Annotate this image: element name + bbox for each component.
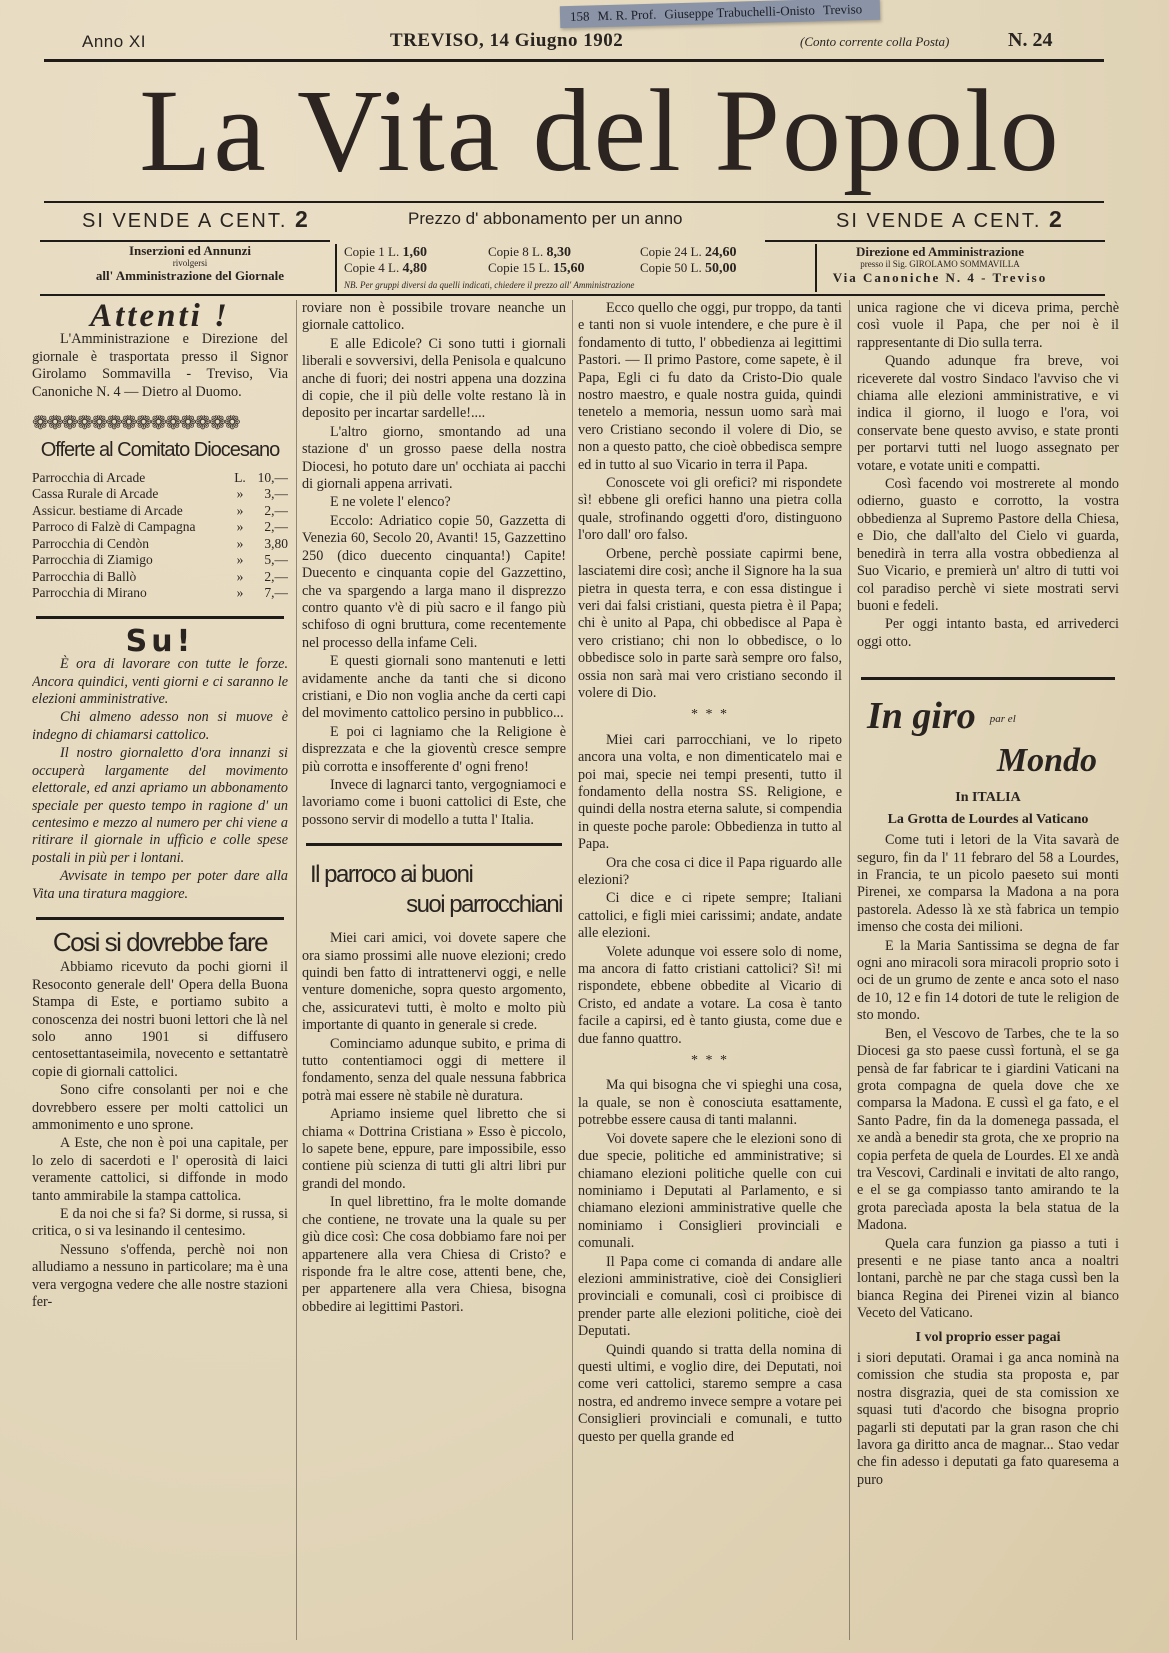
- donation-amount: 2,—: [264, 502, 288, 518]
- article-paragraph: Così facendo voi mostrerete al mondo odierno, guasto e corrotto, la vostra obbedienza al Supremo Pastore della Chiesa, e Dio, che dall'alto del Cielo vi guarda, benedirà in terra alla vostra obbedienza al Suo Vicario, e premierà un' altro di tutti voi col paradiso perchè vi siete mostrati servi buoni e fedeli.: [857, 476, 1119, 614]
- price-item: Copie 8 L. 8,30: [488, 244, 571, 260]
- donation-row: [32, 585, 288, 602]
- donor-name: Parroco di Falzè di Campagna: [32, 519, 196, 535]
- article-paragraph: Invece di lagnarci tanto, vergogniamoci e lavoriamo come i buoni cattolici di Este, che possono servir di modello a tutta l' Italia.: [302, 776, 566, 828]
- info-row: [40, 244, 1099, 292]
- issue-year: Anno XI: [82, 32, 146, 51]
- section-rule: [36, 917, 284, 920]
- article-paragraph: Il nostro giornaletto d'ora innanzi si occuperà largamente del movimento elettorale, ed anzi apriamo un abbonamento speciale per questo tempo in ragione d' un centesimo e mezzo al numero per chi viene a ritirare il giornale in ufficio e colle spese postali in più per i lontani.: [32, 745, 288, 866]
- donation-row: [32, 486, 288, 503]
- donor-name: Assicur. bestiame di Arcade: [32, 502, 183, 518]
- currency-mark: »: [236, 486, 244, 502]
- article-paragraph: Il Papa come ci comanda di andare alle elezioni amministrative, cioè dei Consiglieri provinciali e comunali, così ci proibisce di prender parte alle elezioni politiche, cioè dei Deputati.: [578, 1253, 842, 1340]
- donation-row: [32, 503, 288, 520]
- article-paragraph: Miei cari amici, voi dovete sapere che ora siamo prossimi alle nuove elezioni; credo quindi ben fatto di intrattenervi oggi, e nelle venture domeniche, sopra questo argomento, che, assicuratevi tutti, è molto e molto più importante di quanto in generale si crede.: [302, 930, 566, 1034]
- article-paragraph: Sono cifre consolanti per noi e che dovrebbero essere per molti cattolici un ammonimento e uno sprone.: [32, 1082, 288, 1133]
- article-paragraph: Eccolo: Adriatico copie 50, Gazzetta di Venezia 60, Secolo 20, Avanti! 15, Gazzettino 250 (dico duecento cinquanta!) Capite! Duecento e cinquanta copie del Gazzettino, che va spargendo a larga mano il disprezzo contro quanto v'è di più sacro e il fango più schifoso di ogni bruttura, come recentemente nel processo della infame Celi.: [302, 512, 566, 651]
- price-item: Copie 15 L. 15,60: [488, 260, 585, 276]
- donation-amount: 2,—: [264, 568, 288, 584]
- article-paragraph: L'altro giorno, smontando ad una stazione d' un grosso paese della nostra Diocesi, ho potuto dare un' occhiata ai pacchi di giornali appena arrivati.: [302, 423, 566, 493]
- newspaper-title: La Vita del Popolo: [139, 65, 1061, 196]
- headline-parroco-line1: Il parroco ai buoni: [310, 861, 473, 889]
- article-paragraph: Conoscete voi gli orefici? mi rispondete sì! ebbene gli orefici hanno una pietra colla quale, strofinando oggetti d'oro, distinguono l'oro dall' oro falso.: [578, 475, 842, 544]
- article-paragraph: A Este, che non è poi una capitale, per lo zelo di sacerdoti e l' operosità di laici veramente cattolici, si diffonde in modo tanto ammirabile la stampa cattolica.: [32, 1135, 288, 1204]
- donor-name: Parrocchia di Cendòn: [32, 535, 149, 551]
- article-paragraph: Quindi quando si tratta della nomina di questi ultimi, e voglio dire, dei Deputati, noi come veri cattolici, staremo sempre a casa nostra, ed andremo invece sempre a votare pei Consiglieri provinciali e comunali, e tutto questo per quella grande ed: [578, 1341, 842, 1445]
- article-paragraph: roviare non è possibile trovare neanche un giornale cattolico.: [302, 300, 566, 334]
- currency-mark: »: [236, 552, 244, 568]
- headline-pagai: I vol proprio esser pagai: [915, 1329, 1061, 1345]
- article-paragraph: Avvisate in tempo per poter dare alla Vita una tiratura maggiore.: [32, 868, 288, 902]
- headline-cosi: Cosi si dovrebbe fare: [52, 926, 268, 957]
- donations-list: [32, 470, 288, 602]
- article-paragraph: Chi almeno adesso non si muove è indegno di chiamarsi cattolico.: [32, 709, 288, 743]
- dateline-bar: [40, 28, 1099, 56]
- headline-grotta: La Grotta de Lourdes al Vaticano: [887, 811, 1089, 827]
- currency-mark: »: [236, 585, 244, 601]
- address-label-number: 158: [569, 8, 590, 24]
- column-4: [857, 300, 1119, 1650]
- group-pricing-note: NB. Per gruppi diversi da quelli indicati, chiedere il prezzo all' Amministrazione: [344, 280, 635, 290]
- article-paragraph: Quela cara funzion ga piasso a tuti i presenti e ne piase tanto anca a noaltri lontani, parchè ne par che staga cussì ben la bianca Regina dei Pirenei vizin al bianco Veceto del Vaticano.: [857, 1235, 1119, 1322]
- donor-name: Cassa Rurale di Arcade: [32, 486, 159, 502]
- donor-name: Parrocchia di Ziamigo: [32, 552, 153, 568]
- headline-mondo: Mondo: [996, 742, 1097, 780]
- headline-parroco-line2: suoi parrocchiani: [406, 891, 562, 919]
- rule-masthead-bottom: [44, 201, 1104, 203]
- address-label-line1: M. R. Prof.: [597, 6, 657, 24]
- price-item: Copie 1 L. 1,60: [344, 244, 427, 260]
- article-paragraph: E questi giornali sono mantenuti e letti avidamente anche da tanti che si dicono cristiani, e Dio non voglia anche da certi capi del movimento cattolico persino in pubblico...: [302, 653, 566, 722]
- price-left: SI VENDE A CENT. 2: [82, 206, 310, 232]
- address-label: [560, 0, 881, 28]
- donation-amount: 10,—: [257, 469, 288, 485]
- article-paragraph: Orbene, perchè possiate capirmi bene, lasciatemi dire così; anche il Signore ha la sua pietra in questa terra, e con essa distingue i veri dai falsi cristiani, questa pietra è il Papa; chi è unito al Papa, chi obbedisce al Papa è vero cristiano; chi non lo obbedisce, o lo obbedisce solo in parte sarà sempre oro falso, ossia non sarà mai vero cristiano secondo il volere di Dio.: [578, 545, 842, 701]
- asterism-separator: * * *: [691, 707, 729, 723]
- donation-amount: 3,80: [264, 535, 288, 551]
- article-paragraph: Ci dice e ci ripete sempre; Italiani cattolici, e figli miei carissimi; andate, andate alle elezioni.: [578, 890, 842, 942]
- article-paragraph: E poi ci lagniamo che la Religione è disprezzata e che la gioventù cresce sempre più corrotta e insofferente d' ogni freno!: [302, 723, 566, 775]
- issue-number: N. 24: [1008, 29, 1053, 51]
- article-paragraph: E da noi che si fa? Si dorme, si russa, si critica, o si va lesinando il centesimo.: [32, 1206, 288, 1240]
- article-paragraph: Ma qui bisogna che vi spieghi una cosa, la quale, se non è conosciuta esattamente, potrebbe essere causa di tanti malanni.: [578, 1077, 842, 1129]
- article-paragraph: In quel librettino, fra le molte domande che contiene, ne trovate una la quale su per giù dice così: Che cosa dobbiamo fare noi per appartenere alla vera Chiesa di Cristo? e risponde fra le altre cose, attenti bene, che, per appartenere alla vera Chiesa, bisogna obbedire ai legittimi Pastori.: [302, 1194, 566, 1315]
- article-paragraph: unica ragione che vi diceva prima, perchè così vuole il Papa, che per noi è il rappresentante di Dio sulla terra.: [857, 300, 1119, 351]
- donation-row: [32, 569, 288, 586]
- article-paragraph: E alle Edicole? Ci sono tutti i giornali liberali e sovversivi, della Penisola e qualcuno anche di fuori; dei nostri appena una dozzina di copie, che il più delle volte restano là in deposito per incartar sardelle!....: [302, 335, 566, 422]
- price-item: Copie 24 L. 24,60: [640, 244, 737, 260]
- dateline: TREVISO, 14 Giugno 1902: [390, 30, 624, 51]
- section-rule: [861, 677, 1115, 680]
- management-info: Direzione ed Amministrazione presso il Sig. GIROLAMO SOMMAVILLA Via Canoniche N. 4 - Treviso: [832, 244, 1048, 285]
- column-3: [578, 300, 842, 1650]
- donation-amount: 5,—: [264, 552, 288, 568]
- section-italia: In ITALIA: [955, 790, 1021, 806]
- section-rule: [36, 616, 284, 619]
- rule-header-bottom: [40, 294, 1105, 296]
- donor-name: Parrocchia di Ballò: [32, 568, 137, 584]
- column-divider: [849, 300, 850, 1640]
- article-paragraph: Ecco quello che oggi, pur troppo, da tanti e tanti non si vuole intendere, e che pure è il fondamento di tutto, l' obbedienza ai legittimi Pastori. — Il primo Pastore, come sapete, è il Papa, Egli ci fu dato da Cristo-Dio quale nostro maestro, e quale nostra guida, quindi tenetelo a memoria, nessun uomo sarà mai vero Cristiano secondo il volere di Dio, se non a questo patto, che cioè obbedisca sempre ed in tutto al suo Vicario in terra il Papa.: [578, 300, 842, 473]
- rule-price-left: [40, 240, 330, 242]
- article-paragraph: Cominciamo adunque subito, e prima di tutto contentiamoci oggi di mettere il fondamento, senza del quale nessuna fabbrica potrà mai essere nè stabile nè duratura.: [302, 1035, 566, 1104]
- currency-mark: L.: [234, 469, 246, 485]
- article-paragraph: Voi dovete sapere che le elezioni sono di due specie, politiche ed amministrative; si chiamano elezioni politiche quelle con cui nominiamo i Deputati al Parlamento, e si chiamano elezioni amministrative quelle che nominiamo i Consiglieri provinciali e comunali.: [578, 1130, 842, 1252]
- postal-account-note: (Conto corrente colla Posta): [800, 34, 950, 49]
- article-paragraph: E ne volete l' elenco?: [330, 494, 451, 511]
- donation-row: [32, 519, 288, 536]
- address-label-name: Giuseppe Trabuchelli-Onisto: [664, 2, 816, 22]
- column-2: [302, 300, 566, 1650]
- article-paragraph: Per oggi intanto basta, ed arrivederci oggi otto.: [857, 616, 1119, 650]
- currency-mark: »: [236, 502, 244, 518]
- rule-top: [44, 59, 1104, 62]
- donation-amount: 7,—: [264, 585, 288, 601]
- column-divider: [572, 300, 573, 1640]
- article-paragraph: Nessuno s'offenda, perchè noi non alludiamo a nessuno in particolare; ma è una vera vergogna vedere che alle nostre stazioni fer-: [32, 1241, 288, 1311]
- headline-in-giro: In giro par el: [867, 695, 1016, 738]
- article-paragraph: i siori deputati. Oramai i ga anca nominà na comission che studia sta proposta e, par nostra disgrazia, quei de sta comission xe squasi tuti d'acordo che bisogna proprio pagarli sti deputati par la gran rason che chi lavora ga diritto anca de magnar... Stao vedar che fin adesso i deputati ga fato quaresema a puro: [857, 1350, 1119, 1488]
- column-1: [32, 300, 288, 1650]
- article-paragraph: Abbiamo ricevuto da pochi giorni il Resoconto generale dell' Opera della Buona Stampa di Este, e portiamo subito a conoscenza dei nostri buoni lettori che là nel solo anno 1901 si diffusero centosettantaseimila, novecento e settantatrè copie di giornali cattolici.: [32, 959, 288, 1080]
- donation-row: [32, 552, 288, 569]
- headline-offerte: Offerte al Comitato Diocesano: [40, 439, 280, 462]
- price-right: SI VENDE A CENT. 2: [836, 206, 1064, 232]
- article-paragraph: Quando adunque fra breve, voi riceverete dal vostro Sindaco l'avviso che vi chiama alle elezioni amministrative, e vi indica il giorno, il luogo e l'ora, voi conservate bene questo avviso, e state pronti per portarvi tutti nel luogo assegnato per votare, e votate uniti e compatti.: [857, 353, 1119, 474]
- column-divider: [296, 300, 297, 1640]
- headline-su: Su!: [125, 623, 195, 659]
- subscription-heading: Prezzo d' abbonamento per un anno: [408, 209, 683, 228]
- masthead: [100, 64, 1100, 198]
- currency-mark: »: [236, 519, 244, 535]
- article-paragraph: L'Amministrazione e Direzione del giornale è trasportata presso il Signor Girolamo Sommavilla - Treviso, Via Canoniche N. 4 — Dietro al Duomo.: [32, 331, 288, 400]
- divider-info-2: [815, 244, 817, 292]
- article-paragraph: Ben, el Vescovo de Tarbes, che te la so Diocesi ga sto paese cussì fortunà, el se ga pensà de far fabricar te i giardini Vaticani na grota compagna de quela dove che xe comparsa la Madona. E cussì el ga fato, e el Santo Padre, fin da la domenega passada, el xe andà a benedir sta grota, che xe proprio na copia perfeta de quela de Lourdes. El xe andà tra Vescovi, Cardinali e invitati de alto rango, e el se ga compiasso tanto amirando te la grota parecìada aposta la bela statua de la Madona.: [857, 1025, 1119, 1234]
- article-paragraph: Volete adunque voi essere solo di nome, ma ancora di fatto cristiani cattolici? Sì! mi rispondete, ebbene obbedite al Vicario di Cristo, ed andate a votare. La cosa è tanto facile a capirsi, ed è tanto giusta, come due e due fanno quattro.: [578, 943, 842, 1047]
- donation-amount: 3,—: [264, 486, 288, 502]
- price-row: [40, 205, 1099, 233]
- article-paragraph: Miei cari parrocchiani, ve lo ripeto ancora una volta, e non dimenticatelo mai e poi mai, specie nei tempi presenti, tutto il fondamento della nostra SS. Religione, e quindi della nostra eterna salute, si compendia in queste poche parole: Obbedienza in tutto al Papa.: [578, 731, 842, 853]
- donation-amount: 2,—: [264, 519, 288, 535]
- currency-mark: »: [236, 535, 244, 551]
- price-item: Copie 4 L. 4,80: [344, 260, 427, 276]
- article-paragraph: Ora che cosa ci dice il Papa riguardo alle elezioni?: [578, 854, 842, 888]
- donation-row: [32, 536, 288, 553]
- ornament-divider: ❁❁❁❁❁❁❁❁❁❁❁❁❁❁: [32, 415, 239, 433]
- address-label-city: Treviso: [822, 1, 863, 18]
- divider-info-1: [335, 244, 337, 292]
- rule-price-right: [765, 240, 1105, 242]
- currency-mark: »: [236, 568, 244, 584]
- article-paragraph: Come tuti i letori de la Vita savarà de seguro, fin da l' 11 febraro del 58 a Lourdes, in Francia, te un picolo paeseto sui monti Pirenei, xe comparsa la Madona a na pora pastorela. Adesso là xe stà fabrica un tempio imenso che costa dei milioni.: [857, 832, 1119, 936]
- article-paragraph: E la Maria Santissima se degna de far ogni ano miracoli sora miracoli proprio soto i oci de un grumo de zente e anca soto el naso de 10, 12 e fin 14 dotori de tute le religion de sto mondo.: [857, 937, 1119, 1024]
- headline-attenti: Attenti !: [90, 300, 230, 334]
- ads-info: Inserzioni ed Annunzi rivolgersi all' Amministrazione del Giornale: [95, 243, 285, 283]
- price-item: Copie 50 L. 50,00: [640, 260, 737, 276]
- article-paragraph: È ora di lavorare con tutte le forze. Ancora quindici, venti giorni e ci saranno le elezioni amministrative.: [32, 656, 288, 708]
- donor-name: Parrocchia di Arcade: [32, 469, 146, 485]
- asterism-separator: * * *: [691, 1053, 729, 1069]
- donor-name: Parrocchia di Mirano: [32, 585, 147, 601]
- section-rule: [306, 843, 562, 846]
- article-paragraph: Apriamo insieme quel libretto che si chiama « Dottrina Cristiana » Esso è piccolo, lo sapete bene, eppure, pare impossibile, esso contiene più scienza di tutti gli altri libri pur grandi del mondo.: [302, 1106, 566, 1192]
- donation-row: [32, 470, 288, 487]
